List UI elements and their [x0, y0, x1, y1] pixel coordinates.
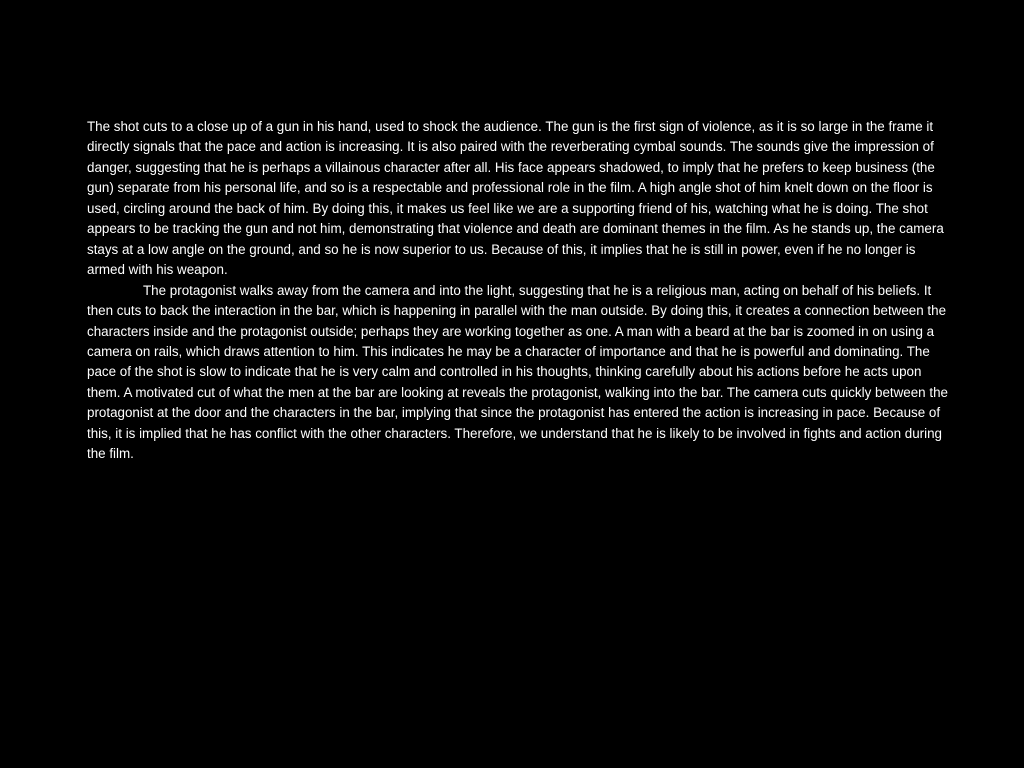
paragraph-2: The protagonist walks away from the camera and into the light, suggesting that he is a religious man, acting on behalf of his beliefs. It then cuts to back the interaction in the bar, which is happening in parallel with the man outside. By doing this, it creates a connection between the characters inside and the protagonist outside; perhaps they are working together as one. A man with a beard at the bar is zoomed in on using a camera on rails, which draws attention to him. This indicates he may be a character of importance and that he is powerful and dominating. The pace of the shot is slow to indicate that he is very calm and controlled in his thoughts, thinking carefully about his actions before he acts upon them. A motivated cut of what the men at the bar are looking at reveals the protagonist, walking into the bar. The camera cuts quickly between the protagonist at the door and the characters in the bar, implying that since the protagonist has entered the action is increasing in pace. Because of this, it is implied that he has conflict with the other characters. Therefore, we understand that he is likely to be involved in fights and action during the film.	[87, 282, 948, 462]
paragraph-2-container	[87, 281, 957, 465]
paragraph-1: The shot cuts to a close up of a gun in his hand, used to shock the audience. The gun is the first sign of violence, as it is so large in the frame it directly signals that the pace and action is increasing. It is also paired with the reverberating cymbal sounds. The sounds give the impression of danger, suggesting that he is perhaps a villainous character after all. His face appears shadowed, to imply that he prefers to keep business (the gun) separate from his personal life, and so is a respectable and professional role in the film. A high angle shot of him knelt down on the floor is used, circling around the back of him. By doing this, it makes us feel like we are a supporting friend of his, watching what he is doing. The shot appears to be tracking the gun and not him, demonstrating that violence and death are dominant themes in the film. As he stands up, the camera stays at a low angle on the ground, and so he is now superior to us. Because of this, it implies that he is still in power, even if he no longer is armed with his weapon.	[87, 119, 944, 278]
slide-text-body	[87, 117, 957, 465]
